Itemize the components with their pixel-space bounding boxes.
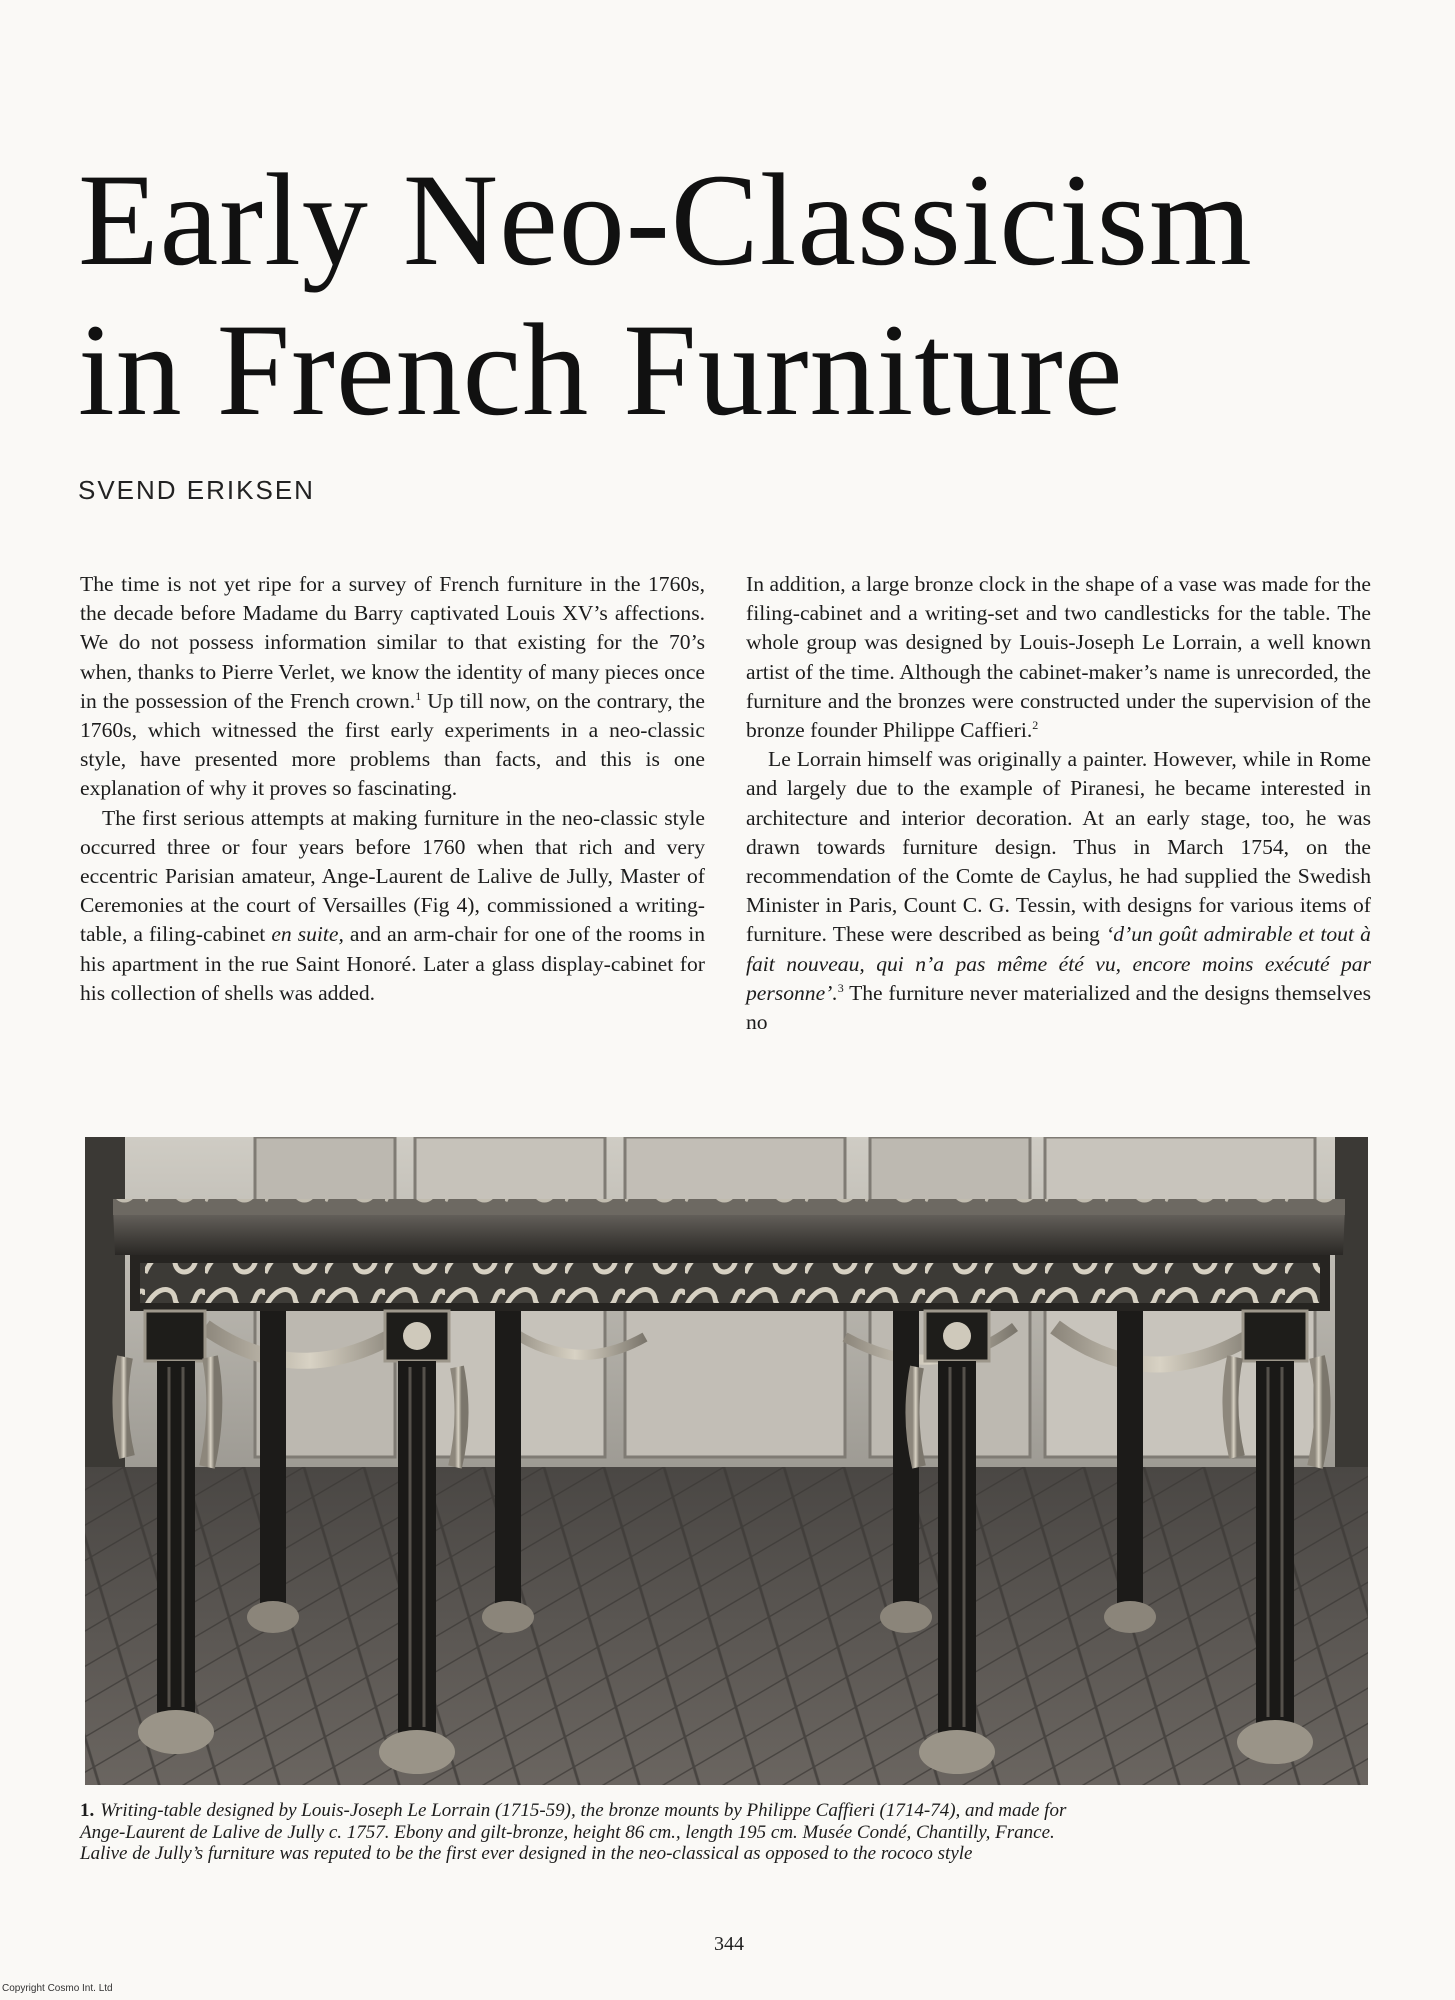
writing-table-photograph [85,1137,1368,1785]
figure-number: 1. [80,1800,95,1821]
paragraph: Le Lorrain himself was originally a painter. However, while in Rome and largely due to the example of Piranesi, he became interested in architecture and interior decoration. At an early stage, too, he was drawn towards furniture design. Thus in March 1754, on the recommendation of the Comte de Caylus, he had supplied the Swedish Minister in Paris, Count C. G. Tessin, with designs for various items of furniture. These were described as being ‘d’un goût admirable et tout à fait nouveau, qui n’a pas même été vu, encore moins exécuté par personne’.$^3$ The furniture never materialized and the designs themselves no [746,747,1371,1035]
footnote-ref: 2 [1032,717,1039,732]
footnote-ref: 3 [837,980,844,995]
caption-text: Writing-table designed by Louis-Joseph Le Lorrain (1715-59), the bronze mounts by Philippe Caffieri (1714-74), and made for Ange-Laurent de Lalive de Jully c. 1757. Ebony and gilt-bronze, height 86 cm., length 195 cm. Musée Condé, Chantilly, France. Lalive de Jully’s furniture was reputed to be the first ever designed in the neo-classical as opposed to the rococo style [80,1800,1067,1864]
writing-table-illustration [85,1137,1368,1785]
paragraph: The first serious attempts at making furniture in the neo-classic style occurred three or four years before 1760 when that rich and very eccentric Parisian amateur, Ange-Laurent de Lalive de Jully, Master of Ceremonies at the court of Versailles (Fig 4), commissioned a writing-table, a filing-cabinet en suite, and an arm-chair for one of the rooms in his apartment in the rue Saint Honoré. Later a glass display-cabinet for his collection of shells was added. [80,805,705,1005]
page-number: 344 [714,1933,744,1955]
body-column-right [746,570,1371,1037]
paragraph: The time is not yet ripe for a survey of French furniture in the 1760s, the decade before Madame du Barry captivated Louis XV’s affections. We do not possess information similar to that existing for the 70’s when, thanks to Pierre Verlet, we know the identity of many pieces once in the possession of the French crown.$^1$ Up till now, on the contrary, the 1760s, which witnessed the first early experiments in a neo-classic style, have presented more problems than facts, and this is one explanation of why it proves so fascinating. [80,572,705,801]
article-title [78,145,1358,445]
footnote-ref: 1 [415,688,422,703]
figure-caption [80,1800,1080,1865]
copyright-notice: Copyright Cosmo Int. Ltd [2,1983,113,1994]
body-column-left [80,570,705,1008]
title-line-1: Early Neo-Classicism [78,146,1253,293]
paragraph: In addition, a large bronze clock in the shape of a vase was made for the filing-cabinet and a writing-set and two candlesticks for the table. The whole group was designed by Louis-Joseph Le Lorrain, a well known artist of the time. Although the cabinet-maker’s name is unrecorded, the furniture and the bronzes were constructed under the supervision of the bronze founder Philippe Caffieri.$^2$ [746,572,1371,743]
title-line-2: in French Furniture [78,296,1124,443]
author-byline: SVEND ERIKSEN [78,475,315,505]
